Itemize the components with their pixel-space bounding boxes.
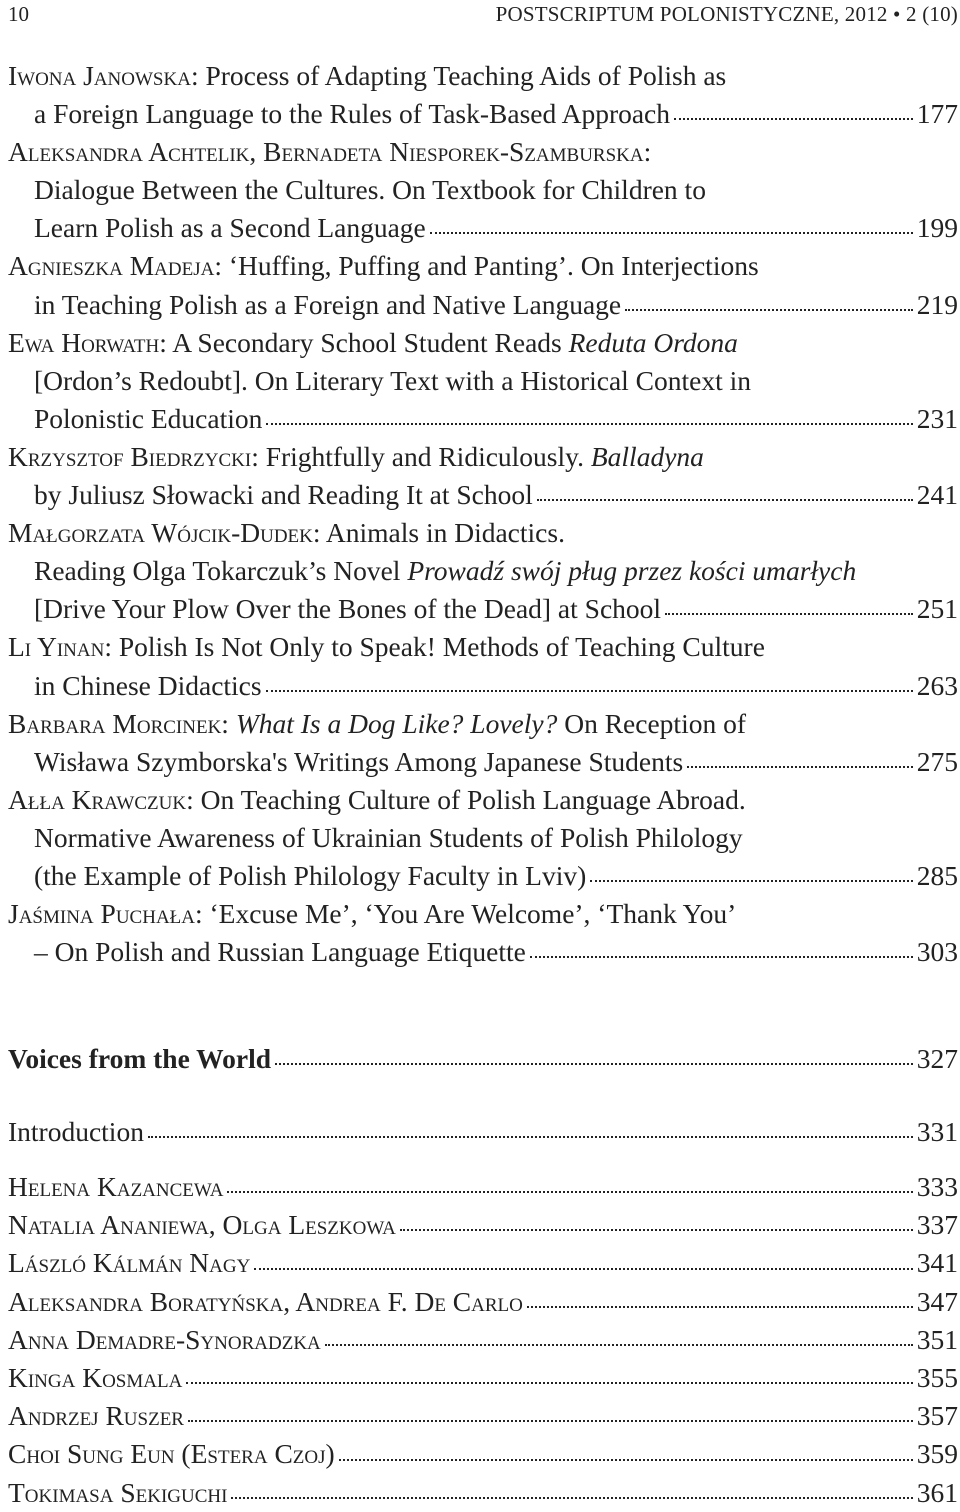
voice-author: Aleksandra Boratyńska, Andrea F. De Carlo xyxy=(8,1285,523,1317)
toc-page: 341 xyxy=(916,1247,958,1279)
page-number: 10 xyxy=(8,2,29,26)
toc-title-italic: Prowadź swój pług przez kości umarłych xyxy=(407,555,857,587)
toc-title: A Secondary School Student Reads xyxy=(172,326,569,358)
toc-author: Iwona Janowska xyxy=(8,60,191,91)
toc-author: Jaśmina Puchała xyxy=(8,898,195,930)
toc-entry-morcinek-line2[interactable] xyxy=(8,743,958,781)
toc-entry-krawczuk-line1: Ałła Krawczuk: On Teaching Culture of Polish Language Abroad. xyxy=(8,783,746,815)
toc-title: Polish Is Not Only to Speak! Methods of Teaching Culture xyxy=(118,631,765,663)
toc-page: 359 xyxy=(916,1438,958,1470)
voices-list xyxy=(8,1168,958,1512)
toc-page: 357 xyxy=(916,1400,958,1432)
toc-page: 251 xyxy=(916,593,958,625)
introduction-entry[interactable] xyxy=(8,1113,958,1151)
toc-page: 337 xyxy=(916,1209,958,1241)
toc-entry-wojcik-line3[interactable] xyxy=(8,590,958,628)
toc-title: On Teaching Culture of Polish Language Abroad. xyxy=(200,783,746,815)
journal-title: POSTSCRIPTUM POLONISTYCZNE, 2012 • 2 (10) xyxy=(495,2,958,26)
toc-entry-krawczuk-line2 xyxy=(8,819,958,857)
list-item[interactable] xyxy=(8,1474,958,1512)
toc-author: Małgorzata Wójcik-Dudek xyxy=(8,517,313,549)
toc-page: 199 xyxy=(916,212,958,244)
toc-author: Li Yinan xyxy=(8,631,105,663)
table-of-contents xyxy=(8,57,958,971)
list-item[interactable] xyxy=(8,1397,958,1435)
toc-page: 263 xyxy=(916,669,958,701)
toc-entry-puchala-line1: Jaśmina Puchała: ‘Excuse Me’, ‘You Are Welcome’, ‘Thank You’ xyxy=(8,898,737,930)
toc-title: [Ordon’s Redoubt]. On Literary Text with a Historical Context in xyxy=(34,364,752,396)
list-item[interactable] xyxy=(8,1244,958,1282)
toc-title: in Chinese Didactics xyxy=(34,669,262,701)
toc-title: Animals in Didactics. xyxy=(325,517,565,549)
toc-title: Wisława Szymborska's Writings Among Japanese Students xyxy=(34,745,684,777)
toc-title: On Reception of xyxy=(557,707,746,739)
toc-title: Normative Awareness of Ukrainian Students of Polish Philology xyxy=(34,821,743,853)
voice-author: Kinga Kosmala xyxy=(8,1361,183,1393)
toc-title: ‘Excuse Me’, ‘You Are Welcome’, ‘Thank You’ xyxy=(209,898,737,930)
toc-title: Dialogue Between the Cultures. On Textbook for Children to xyxy=(34,174,706,206)
toc-entry-biedrzycki-line2[interactable] xyxy=(8,476,958,514)
toc-author: Ałła Krawczuk xyxy=(8,783,187,815)
toc-page: 303 xyxy=(916,936,958,968)
toc-entry-janowska-line1: Iwona Janowska: Process of Adapting Teaching Aids of Polish as xyxy=(8,60,727,91)
voice-author: Choi Sung Eun (Estera Czoj) xyxy=(8,1438,335,1470)
list-item[interactable] xyxy=(8,1359,958,1397)
toc-page: 177 xyxy=(916,98,958,130)
running-header xyxy=(8,0,958,30)
voice-author: Helena Kazancewa xyxy=(8,1171,224,1202)
toc-author: Agnieszka Madeja xyxy=(8,250,215,282)
toc-entry-achtelik-line3[interactable] xyxy=(8,209,958,247)
toc-title: by Juliusz Słowacki and Reading It at School xyxy=(34,479,533,511)
toc-entry-achtelik-line2 xyxy=(8,171,958,209)
toc-author: Ewa Horwath xyxy=(8,326,160,358)
toc-title: – On Polish and Russian Language Etiquette xyxy=(34,936,526,968)
list-item[interactable] xyxy=(8,1283,958,1321)
voice-author: Andrzej Ruszer xyxy=(8,1400,184,1432)
toc-entry-biedrzycki-line1: Krzysztof Biedrzycki: Frightfully and Ridiculously. Balladyna xyxy=(8,440,704,472)
toc-page: 275 xyxy=(916,745,958,777)
toc-page: 241 xyxy=(916,479,958,511)
toc-title: in Teaching Polish as a Foreign and Native Language xyxy=(34,288,622,320)
toc-page: 361 xyxy=(916,1476,958,1508)
toc-page: 355 xyxy=(916,1361,958,1393)
toc-entry-krawczuk-line3[interactable] xyxy=(8,857,958,895)
toc-title: a Foreign Language to the Rules of Task-Based Approach xyxy=(34,98,671,130)
section-voices-from-the-world[interactable] xyxy=(8,1040,958,1078)
toc-entry-janowska-line2[interactable] xyxy=(8,95,958,133)
toc-entry-horwath-line2 xyxy=(8,362,958,400)
toc-title: Polonistic Education xyxy=(34,402,263,434)
voice-author: Tokimasa Sekiguchi xyxy=(8,1476,228,1508)
toc-page: 231 xyxy=(916,402,958,434)
toc-entry-li-line1: Li Yinan: Polish Is Not Only to Speak! Methods of Teaching Culture xyxy=(8,631,765,663)
toc-page: 219 xyxy=(916,288,958,320)
toc-entry-morcinek-line1: Barbara Morcinek: What Is a Dog Like? Lovely? On Reception of xyxy=(8,707,746,739)
toc-title-italic: Balladyna xyxy=(590,440,704,472)
toc-title: Frightfully and Ridiculously. xyxy=(265,440,591,472)
toc-title: Learn Polish as a Second Language xyxy=(34,212,426,244)
list-item[interactable] xyxy=(8,1168,958,1206)
toc-title: Process of Adapting Teaching Aids of Polish as xyxy=(205,60,727,91)
list-item[interactable] xyxy=(8,1206,958,1244)
toc-entry-horwath-line1: Ewa Horwath: A Secondary School Student Reads Reduta Ordona xyxy=(8,326,738,358)
toc-entry-li-line2[interactable] xyxy=(8,667,958,705)
voice-author: László Kálmán Nagy xyxy=(8,1247,251,1279)
introduction-title: Introduction xyxy=(8,1116,144,1147)
voice-author: Anna Demadre-Synoradzka xyxy=(8,1323,321,1355)
toc-author: Aleksandra Achtelik, Bernadeta Niesporek-Szamburska xyxy=(8,136,644,168)
toc-page: 327 xyxy=(916,1043,958,1074)
toc-entry-puchala-line2[interactable] xyxy=(8,933,958,971)
voice-author: Natalia Ananiewa, Olga Leszkowa xyxy=(8,1209,396,1241)
toc-entry-wojcik-line1: Małgorzata Wójcik-Dudek: Animals in Didactics. xyxy=(8,517,565,549)
toc-entry-horwath-line3[interactable] xyxy=(8,400,958,438)
toc-entry-achtelik-line1: Aleksandra Achtelik, Bernadeta Niesporek-Szamburska: xyxy=(8,136,652,168)
toc-page: 347 xyxy=(916,1285,958,1317)
toc-entry-madeja-line2[interactable] xyxy=(8,286,958,324)
toc-title: (the Example of Polish Philology Faculty in Lviv) xyxy=(34,859,587,891)
list-item[interactable] xyxy=(8,1321,958,1359)
toc-author: Krzysztof Biedrzycki xyxy=(8,440,252,472)
toc-entry-wojcik-line2 xyxy=(8,552,958,590)
toc-page: 351 xyxy=(916,1323,958,1355)
toc-title: [Drive Your Plow Over the Bones of the Dead] at School xyxy=(34,593,662,625)
toc-title: Reading Olga Tokarczuk’s Novel xyxy=(34,555,408,587)
section-title: Voices from the World xyxy=(8,1043,272,1074)
list-item[interactable] xyxy=(8,1435,958,1473)
toc-author: Barbara Morcinek xyxy=(8,707,222,739)
toc-page: 333 xyxy=(916,1171,958,1202)
toc-title: ‘Huffing, Puffing and Panting’. On Interjections xyxy=(228,250,759,282)
toc-title-italic: What Is a Dog Like? Lovely? xyxy=(235,707,558,739)
toc-entry-madeja-line1: Agnieszka Madeja: ‘Huffing, Puffing and Panting’. On Interjections xyxy=(8,250,759,282)
toc-page: 285 xyxy=(916,859,958,891)
toc-title-italic: Reduta Ordona xyxy=(568,326,738,358)
toc-page: 331 xyxy=(916,1116,958,1147)
